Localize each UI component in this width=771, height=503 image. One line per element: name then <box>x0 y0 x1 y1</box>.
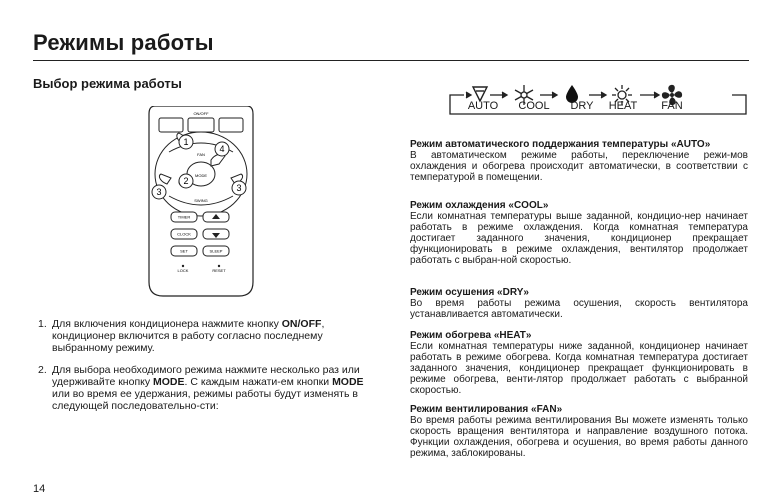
step-2-text-pre: Для выбора необходимого режима нажмите несколько раз или удерживайте кнопку <box>52 364 360 388</box>
callout-1: 1 <box>183 137 189 147</box>
section-cool-text: Если комнатная температуры выше заданной, кондицио-нер начинает работать в режиме охлаждения. Когда комнатная температура достигает заданного значения, кондиционер прекращает функционировать в режиме охлаждения, вентилятор продолжает работать с выбран-ной скоростью. <box>410 211 748 266</box>
mode-label-cool: COOL <box>518 100 550 112</box>
section-subtitle: Выбор режима работы <box>33 76 182 91</box>
section-cool-heading: Режим охлаждения «COOL» <box>410 200 549 211</box>
section-fan-heading: Режим вентилирования «FAN» <box>410 404 563 415</box>
section-fan-text: Во время работы режима вентилирования Вы можете изменять только скорость вращения вентилятора и направление воздушного потока. Функции охлаждения, обогрева и осушения, во время работы данного режима, заблокированы. <box>410 415 748 459</box>
section-fan <box>410 404 748 459</box>
callout-3-right: 3 <box>236 183 242 193</box>
section-dry-heading: Режим осушения «DRY» <box>410 287 529 298</box>
remote-button-onoff <box>188 118 214 132</box>
section-auto-text: В автоматическом режиме работы, переключение режи-мов охлаждения и обогрева происходит автоматически, в соответствии с температурой в помещении. <box>410 150 748 183</box>
step-2-number: 2. <box>38 364 47 376</box>
step-2-text-mid: . С каждым нажати-ем кнопки <box>184 376 333 388</box>
mode-label-heat: HEAT <box>608 100 638 112</box>
title-divider <box>33 60 749 61</box>
page-title: Режимы работы <box>33 30 214 55</box>
section-auto <box>410 139 748 183</box>
remote-control-illustration <box>141 106 261 302</box>
step-2 <box>38 364 378 412</box>
auto-mode-icon <box>473 87 487 101</box>
remote-reset-label: RESET <box>212 268 226 273</box>
section-heat-text: Если комнатная температуры ниже заданной, кондиционер начинает работать в режиме обогрева. Когда комнатная температура достигает заданного значения, кондиционер прекращает функционировать в режиме обогрева, венти-лятор продолжает работать с выбранной скоростью. <box>410 341 748 396</box>
mode-label-fan: FAN <box>661 100 683 112</box>
section-dry <box>410 287 748 320</box>
step-2-key: MODE <box>153 376 185 388</box>
remote-clock-label: CLOCK <box>177 231 191 237</box>
remote-timer-label: TIMER <box>177 214 191 220</box>
step-1-key: ON/OFF <box>281 318 322 330</box>
remote-set-label: SET <box>180 248 188 254</box>
page-number: 14 <box>33 483 46 495</box>
mode-label-dry: DRY <box>570 100 594 112</box>
remote-fan-label: FAN <box>197 152 205 157</box>
step-1-text-pre: Для включения кондиционера нажмите кнопку <box>52 318 282 330</box>
step-1 <box>38 318 378 354</box>
section-heat-heading: Режим обогрева «HEAT» <box>410 330 532 341</box>
callout-2: 2 <box>183 176 189 186</box>
mode-label-auto: AUTO <box>467 100 499 112</box>
section-dry-text: Во время работы режима осушения, скорость вентилятора устанавливается автоматически. <box>410 298 748 320</box>
section-heat <box>410 330 748 396</box>
callout-3-left: 3 <box>156 187 162 197</box>
step-1-text-post: , кондиционер включится в работу согласно последнему выбранному режиму. <box>52 318 325 354</box>
remote-sleep-label: SLEEP <box>209 248 223 254</box>
callout-4: 4 <box>219 144 225 154</box>
remote-button-right <box>219 118 243 132</box>
remote-button-left <box>159 118 183 132</box>
remote-lock-label: LOCK <box>177 268 189 273</box>
remote-onoff-label: ON/OFF <box>193 111 209 116</box>
section-cool <box>410 200 748 266</box>
step-2-text-post: или во время ее удержания, режимы работы будут изменять в следующей последовательно-сти: <box>52 388 358 412</box>
remote-swing-label: SWING <box>194 198 208 203</box>
step-1-number: 1. <box>38 318 47 330</box>
step-2-key2: MODE <box>332 376 364 388</box>
remote-mode-label: MODE <box>195 173 207 178</box>
section-auto-heading: Режим автоматического поддержания температуры «AUTO» <box>410 139 711 150</box>
mode-cycle-diagram <box>446 80 751 116</box>
